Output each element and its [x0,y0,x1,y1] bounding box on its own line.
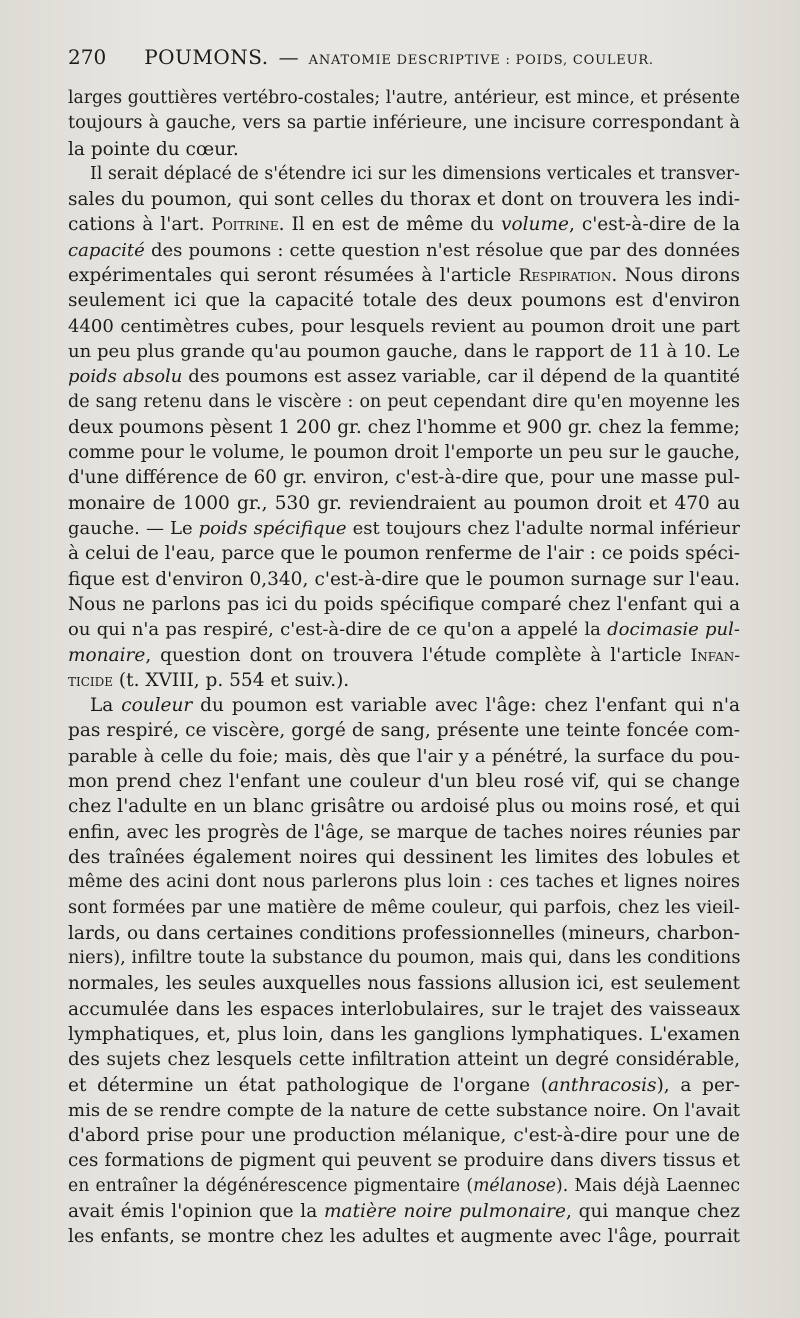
text-line: gauche. — Le poids spécifique est toujours chez l'adulte normal inférieur [68,518,740,540]
text-line: de sang retenu dans le viscère : on peut cependant dire qu'en moyenne les [68,391,740,412]
text-line: chez l'adulte en un blanc grisâtre ou ardoisé plus ou moins rosé, et qui [68,796,740,818]
text-line: expérimentales qui seront résumées à l'article Respiration. Nous dirons [68,265,740,287]
text-line: d'une différence de 60 gr. environ, c'est-à-dire que, pour une masse pul- [68,467,740,489]
text-line: des sujets chez lesquels cette infiltration atteint un degré considérable, [68,1049,740,1071]
text-line: La couleur du poumon est variable avec l'âge: chez l'enfant qui n'a [90,695,740,717]
text-line: monaire, question dont on trouvera l'étude complète à l'article Infan- [68,644,740,666]
cross-reference: Respiration [518,266,612,287]
text-line: capacité des poumons : cette question n'est résolue que par des données [68,239,740,261]
text-line: niers), infiltre toute la substance du poumon, mais qui, dans les conditions [68,948,741,969]
text-line: les enfants, se montre chez les adultes et augmente avec l'âge, pourrait [68,1226,740,1248]
text-line: avait émis l'opinion que la matière noire pulmonaire, qui manque chez [68,1201,740,1223]
text-line: des traînées également noires qui dessinent les limites des lobules et [68,846,740,868]
text-line: 4400 centimètres cubes, pour lesquels revient au poumon droit une part [68,315,740,337]
text-line: même des acini dont nous parlerons plus loin : ces taches et lignes noires [68,872,740,893]
page-number: 270 [68,45,107,69]
cross-reference: ticide [68,670,114,691]
text-line: d'abord prise pour une production mélanique, c'est-à-dire pour une de [68,1125,740,1147]
cross-reference: Poitrine [211,215,279,236]
text-line: sont formées par une matière de même couleur, qui parfois, chez les vieil- [68,897,740,918]
text-line: parable à celle du foie; mais, dès que l'air y a pénétré, la surface du pou- [68,745,740,767]
text-line: lymphatiques, et, plus loin, dans les ganglions lymphatiques. L'examen [68,1023,740,1045]
text-line: la pointe du cœur. [68,138,239,160]
header-title: POUMONS. [144,45,269,69]
text-line: à celui de l'eau, parce que le poumon renferme de l'air : ce poids spéci- [68,543,740,565]
text-line: poids absolu des poumons est assez variable, car il dépend de la quantité [68,366,740,388]
text-line: normales, les seules auxquelles nous fassions allusion ici, est seulement [68,973,740,995]
header-subtitle: ANATOMIE DESCRIPTIVE : POIDS, COULEUR. [308,53,654,68]
text-line: ces formations de pigment qui peuvent se produire dans divers tissus et [68,1150,740,1172]
text-line: en entraîner la dégénérescence pigmentaire (mélanose). Mais déjà Laennec [68,1175,740,1196]
text-line: un peu plus grande qu'au poumon gauche, dans le rapport de 11 à 10. Le [68,340,740,362]
text-line: enfin, avec les progrès de l'âge, se marque de taches noires réunies par [68,821,740,843]
text-line: cations à l'art. Poitrine. Il en est de même du volume, c'est-à-dire de la [68,214,740,236]
text-line: ou qui n'a pas respiré, c'est-à-dire de ce qu'on a appelé la docimasie pul- [68,619,740,641]
text-line: seulement ici que la capacité totale des deux poumons est d'environ [68,290,740,312]
text-line: deux poumons pèsent 1 200 gr. chez l'homme et 900 gr. chez la femme; [68,416,741,438]
text-line: Il serait déplacé de s'étendre ici sur les dimensions verticales et transver- [90,163,740,184]
header-dash: — [278,45,299,69]
text-line: mon prend chez l'enfant une couleur d'un bleu rosé vif, qui se change [68,771,740,793]
text-line: lards, ou dans certaines conditions professionnelles (mineurs, charbon- [68,922,740,944]
text-line: pas respiré, ce viscère, gorgé de sang, présente une teinte foncée com- [68,720,740,742]
text-line: fique est d'environ 0,340, c'est-à-dire que le poumon surnage sur l'eau. [68,568,740,590]
text-line: accumulée dans les espaces interlobulaires, sur le trajet des vaisseaux [68,998,740,1020]
text-line: sales du poumon, qui sont celles du thorax et dont on trouvera les indi- [68,189,740,211]
running-header [68,44,740,74]
text-line: et détermine un état pathologique de l'organe (anthracosis), a per- [68,1074,740,1096]
text-line: larges gouttières vertébro-costales; l'autre, antérieur, est mince, et présente [68,88,740,108]
body-text [68,86,740,1250]
text-line: mis de se rendre compte de la nature de cette substance noire. On l'avait [68,1099,740,1121]
text-line: comme pour le volume, le poumon droit l'emporte un peu sur le gauche, [68,442,740,464]
text-line: toujours à gauche, vers sa partie inférieure, une incisure correspondant à [68,113,740,134]
text-line: monaire de 1000 gr., 530 gr. reviendraient au poumon droit et 470 au [68,492,740,514]
text-line: ticide (t. XVIII, p. 554 et suiv.). [68,669,350,691]
cross-reference: Infan- [690,645,740,666]
text-line: Nous ne parlons pas ici du poids spécifique comparé chez l'enfant qui a [68,593,740,615]
